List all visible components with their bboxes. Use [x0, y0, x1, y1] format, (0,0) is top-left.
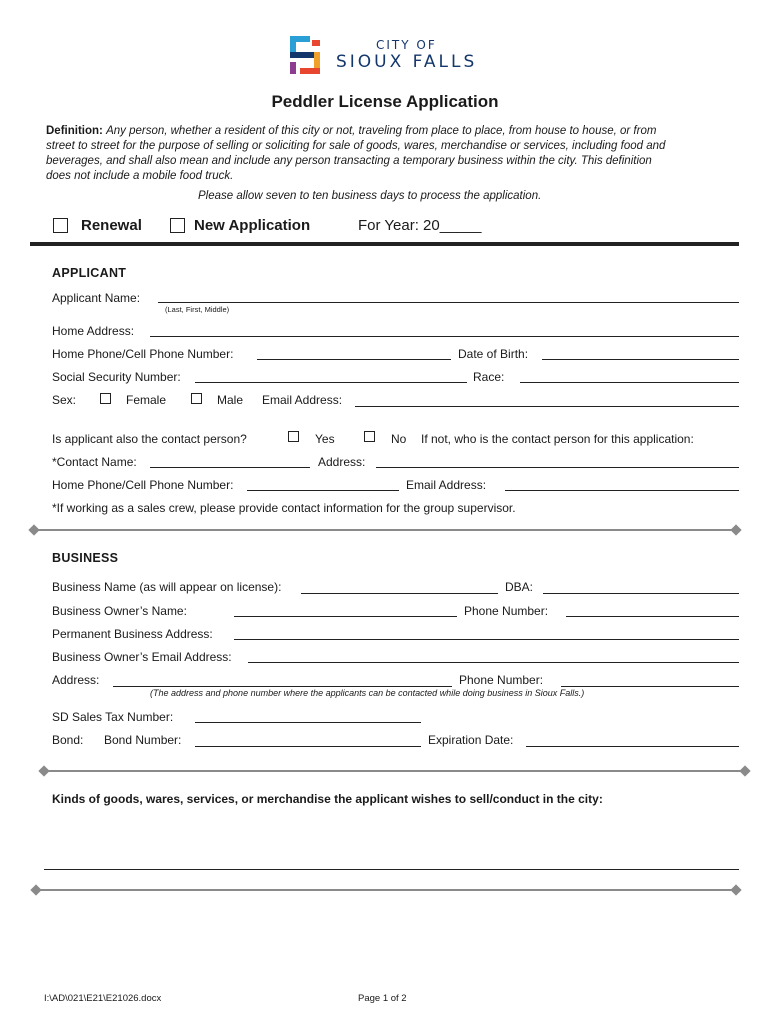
contact-no-label: No: [391, 432, 407, 446]
top-divider: [30, 242, 739, 246]
local-address-label: Address:: [52, 673, 100, 687]
contact-phone-label: Home Phone/Cell Phone Number:: [52, 478, 234, 492]
bond-label: Bond:: [52, 733, 84, 747]
contact-email-label: Email Address:: [406, 478, 487, 492]
logo-line1: CITY OF: [376, 38, 437, 52]
home-phone-label: Home Phone/Cell Phone Number:: [52, 347, 234, 361]
business-phone-field[interactable]: [566, 616, 739, 617]
race-field[interactable]: [520, 382, 739, 383]
definition-line2: street to street for the purpose of selling or soliciting for sale of goods, wares, merchandise or services, including food and: [46, 140, 666, 152]
expiration-date-label: Expiration Date:: [428, 733, 514, 747]
contact-phone-field[interactable]: [247, 490, 399, 491]
processing-notice: Please allow seven to ten business days to process the application.: [198, 190, 542, 202]
business-name-field[interactable]: [301, 593, 498, 594]
page-title: Peddler License Application: [271, 92, 499, 111]
section-divider-1: [34, 529, 736, 531]
dba-label: DBA:: [505, 580, 534, 594]
expiration-date-field[interactable]: [526, 746, 739, 747]
contact-address-field[interactable]: [376, 467, 739, 468]
contact-yes-checkbox[interactable]: [288, 431, 299, 442]
dba-field[interactable]: [543, 593, 739, 594]
local-phone-field[interactable]: [561, 686, 739, 687]
business-phone-label: Phone Number:: [464, 604, 549, 618]
renewal-label: Renewal: [81, 217, 142, 234]
logo-line2: SIOUX FALLS: [336, 52, 478, 72]
contact-name-field[interactable]: [150, 467, 310, 468]
footer-file-path: I:\AD\021\E21\E21026.docx: [44, 993, 162, 1004]
footer-page-number: Page 1 of 2: [358, 993, 407, 1004]
sex-label: Sex:: [52, 393, 77, 407]
applicant-name-hint: (Last, First, Middle): [165, 305, 230, 314]
home-phone-field[interactable]: [257, 359, 451, 360]
divider-2-left-end: [38, 765, 49, 776]
local-address-field[interactable]: [113, 686, 452, 687]
sales-crew-note: *If working as a sales crew, please provide contact information for the group supervisor.: [52, 501, 516, 515]
if-not-contact-label: If not, who is the contact person for this application:: [421, 432, 694, 446]
goods-label: Kinds of goods, wares, services, or merchandise the applicant wishes to sell/conduct in the city:: [52, 792, 603, 806]
for-year-field[interactable]: For Year: 20_____: [358, 217, 482, 234]
contact-question: Is applicant also the contact person?: [52, 432, 247, 446]
definition-line1: [46, 125, 656, 137]
permanent-address-field[interactable]: [234, 639, 739, 640]
bond-number-label: Bond Number:: [104, 733, 182, 747]
new-application-label: New Application: [194, 217, 311, 234]
female-checkbox[interactable]: [100, 393, 111, 404]
contact-address-label: Address:: [318, 455, 366, 469]
ssn-label: Social Security Number:: [52, 370, 181, 384]
goods-field[interactable]: [44, 869, 739, 870]
definition-line4: does not include a mobile food truck.: [46, 170, 234, 182]
business-name-label: Business Name (as will appear on license):: [52, 580, 282, 594]
owner-name-field[interactable]: [234, 616, 457, 617]
owner-email-field[interactable]: [248, 662, 739, 663]
contact-email-field[interactable]: [505, 490, 739, 491]
applicant-heading: APPLICANT: [52, 266, 127, 280]
dob-field[interactable]: [542, 359, 739, 360]
owner-name-label: Business Owner’s Name:: [52, 604, 187, 618]
owner-email-label: Business Owner’s Email Address:: [52, 650, 232, 664]
dob-label: Date of Birth:: [458, 347, 529, 361]
female-label: Female: [126, 393, 167, 407]
city-logo-mark: [288, 34, 326, 78]
section-divider-3: [36, 889, 736, 891]
contact-yes-label: Yes: [315, 432, 335, 446]
ssn-field[interactable]: [195, 382, 467, 383]
new-application-checkbox[interactable]: [170, 218, 185, 233]
business-heading: BUSINESS: [52, 551, 119, 565]
male-checkbox[interactable]: [191, 393, 202, 404]
email-field[interactable]: [355, 406, 739, 407]
definition-line3: beverages, and shall also mean and include any person transacting a temporary business within the city. This definition: [46, 155, 652, 167]
home-address-label: Home Address:: [52, 324, 135, 338]
section-divider-2: [44, 770, 745, 772]
sales-tax-field[interactable]: [195, 722, 421, 723]
bond-number-field[interactable]: [195, 746, 421, 747]
divider-1-right-end: [730, 524, 741, 535]
contact-name-label: *Contact Name:: [52, 455, 137, 469]
applicant-name-label: Applicant Name:: [52, 291, 141, 305]
renewal-checkbox[interactable]: [53, 218, 68, 233]
divider-3-right-end: [730, 884, 741, 895]
definition-text1: Any person, whether a resident of this city or not, traveling from place to place, from house to house, or from: [106, 125, 657, 137]
local-phone-label: Phone Number:: [459, 673, 544, 687]
city-logo: [288, 34, 488, 78]
divider-3-left-end: [30, 884, 41, 895]
contact-no-checkbox[interactable]: [364, 431, 375, 442]
local-address-note: (The address and phone number where the applicants can be contacted while doing business in Sioux Falls.): [150, 688, 585, 698]
sales-tax-label: SD Sales Tax Number:: [52, 710, 174, 724]
divider-1-left-end: [28, 524, 39, 535]
permanent-address-label: Permanent Business Address:: [52, 627, 213, 641]
home-address-field[interactable]: [150, 336, 739, 337]
definition-label: Definition:: [46, 125, 103, 137]
email-label: Email Address:: [262, 393, 343, 407]
applicant-name-field[interactable]: [158, 302, 739, 303]
race-label: Race:: [473, 370, 505, 384]
male-label: Male: [217, 393, 244, 407]
divider-2-right-end: [739, 765, 750, 776]
